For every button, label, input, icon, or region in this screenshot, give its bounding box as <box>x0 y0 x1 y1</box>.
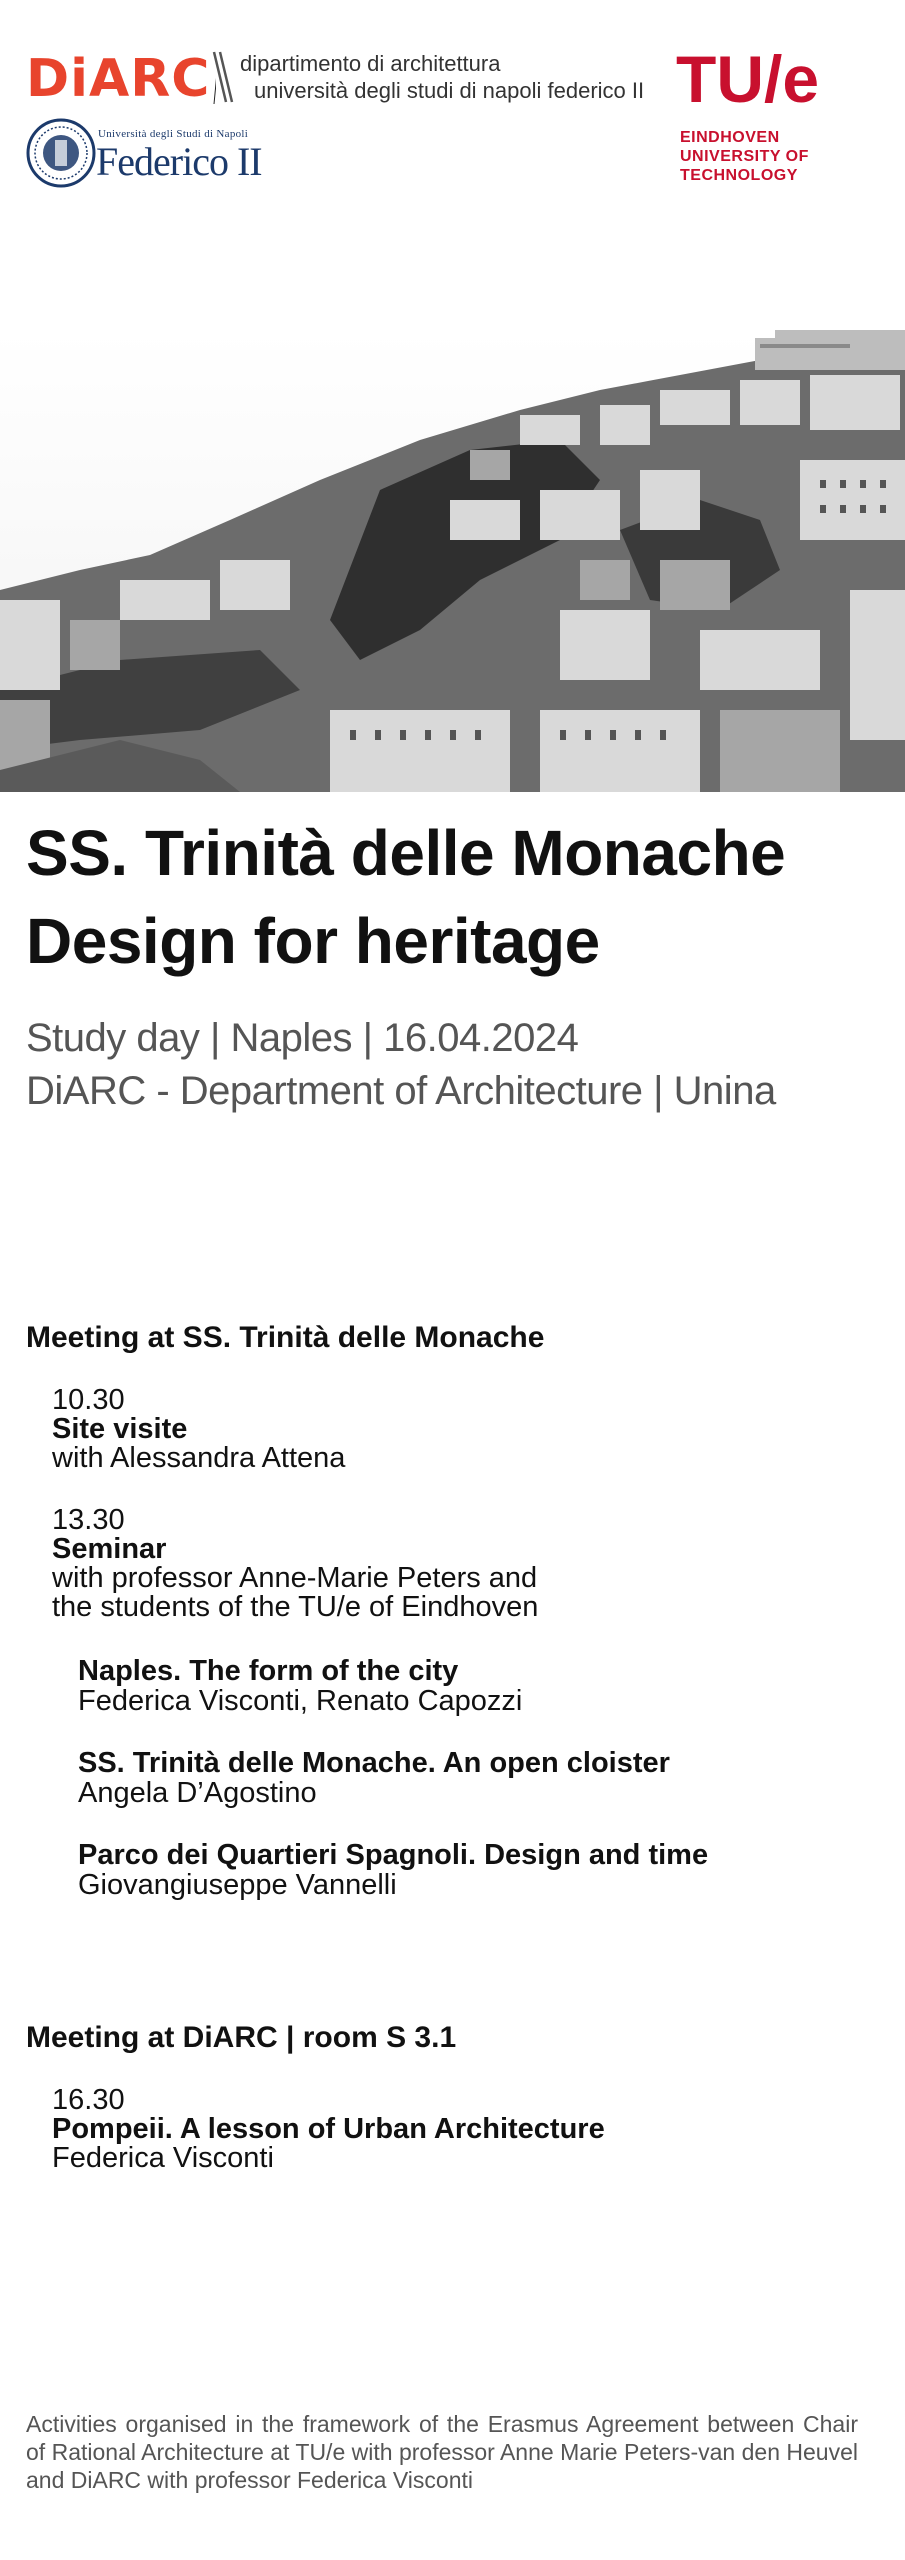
tue-line-3: TECHNOLOGY <box>680 167 798 184</box>
federico-seal-icon <box>26 118 96 188</box>
event-pompeii <box>52 2086 605 2173</box>
event-site-visit <box>52 1386 345 1473</box>
talk-title: SS. Trinità delle Monache. An open cloister <box>78 1747 670 1779</box>
event-title: Seminar <box>52 1533 167 1565</box>
federico-university-label: Università degli Studi di Napoli <box>98 128 249 140</box>
event-detail: the students of the TU/e of Eindhoven <box>52 1591 539 1623</box>
event-title: Site visite <box>52 1413 188 1445</box>
talk-speakers: Federica Visconti, Renato Capozzi <box>78 1685 523 1717</box>
title-line-1: SS. Trinità delle Monache <box>26 817 786 889</box>
diarc-logo <box>26 46 216 108</box>
event-seminar <box>52 1506 538 1622</box>
tue-logo <box>676 44 846 114</box>
federico-logo-text: Federico II <box>96 139 262 184</box>
event-title: Pompeii. A lesson of Urban Architecture <box>52 2113 605 2145</box>
talk-speakers: Angela D’Agostino <box>78 1777 317 1809</box>
svg-text:DiARC: DiARC <box>26 49 211 108</box>
subtitle-line-1: Study day | Naples | 16.04.2024 <box>26 1016 579 1060</box>
talk-item <box>78 1656 522 1716</box>
talk-title: Naples. The form of the city <box>78 1655 459 1687</box>
dept-line-1: dipartimento di architettura <box>240 51 501 76</box>
tue-line-2: UNIVERSITY OF <box>680 148 809 165</box>
footer-note: Activities organised in the framework of the Erasmus Agreement between Chair of Rational Architecture at TU/e with professor Anne Marie Peters-van den Heuvel and DiARC with professor Federica Visconti <box>26 2411 858 2493</box>
department-name <box>240 50 660 104</box>
svg-text:TU/e: TU/e <box>676 44 820 114</box>
tue-name <box>680 128 809 185</box>
title-line-2: Design for heritage <box>26 905 600 977</box>
subtitle-line-2: DiARC - Department of Architecture | Unina <box>26 1069 776 1113</box>
event-time: 13.30 <box>52 1504 125 1536</box>
dept-line-2: università degli studi di napoli federico II <box>254 78 645 103</box>
event-detail: with Alessandra Attena <box>52 1442 346 1474</box>
event-detail: Federica Visconti <box>52 2142 274 2174</box>
event-time: 16.30 <box>52 2084 125 2116</box>
event-detail: with professor Anne-Marie Peters and <box>52 1562 538 1594</box>
event-time: 10.30 <box>52 1384 125 1416</box>
talk-item <box>78 1748 670 1808</box>
naples-hillside-photo <box>0 330 905 792</box>
talk-title: Parco dei Quartieri Spagnoli. Design and time <box>78 1839 709 1871</box>
tue-line-1: EINDHOVEN <box>680 129 780 146</box>
talk-speakers: Giovangiuseppe Vannelli <box>78 1869 397 1901</box>
section-1-heading: Meeting at SS. Trinità delle Monache <box>26 1321 545 1354</box>
diarc-slash-icon <box>210 50 234 104</box>
talk-item <box>78 1840 708 1900</box>
section-2-heading: Meeting at DiARC | room S 3.1 <box>26 2021 457 2054</box>
